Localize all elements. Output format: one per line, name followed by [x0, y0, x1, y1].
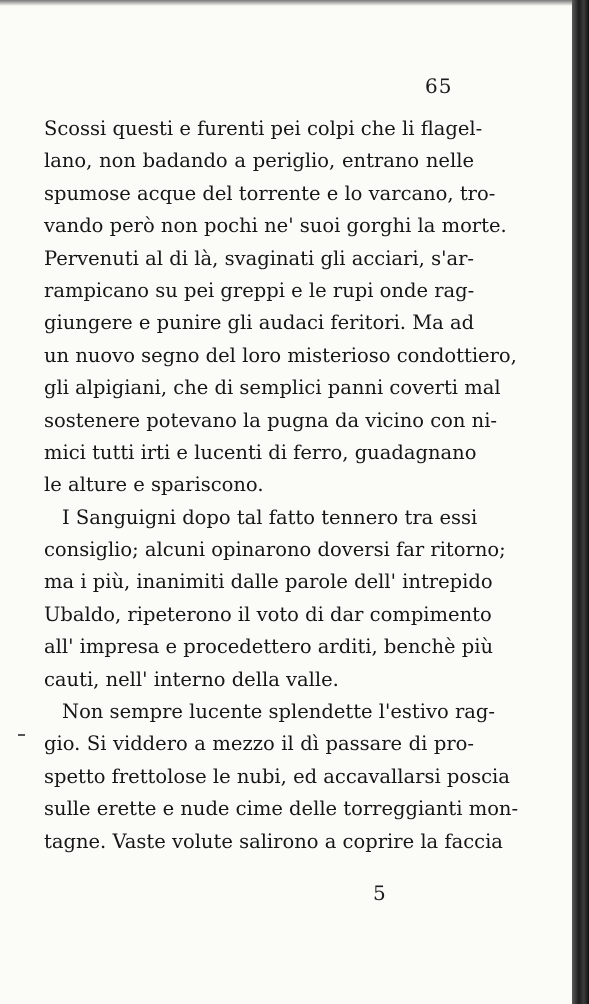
page-number: 65 — [425, 74, 453, 98]
text-line: sulle erette e nude cime delle torreggianti mon- — [44, 797, 519, 821]
text-line: mici tutti irti e lucenti di ferro, guadagnano — [44, 440, 477, 464]
text-line: lano, non badando a periglio, entrano nelle — [44, 149, 474, 173]
text-line: le alture e spariscono. — [44, 473, 264, 497]
text-line: vando però non pochi ne' suoi gorghi la morte. — [44, 214, 507, 238]
text-line: Pervenuti al di là, svaginati gli acciari, s'ar- — [44, 246, 474, 270]
text-line: sostenere potevano la pugna da vicino con ni- — [44, 408, 498, 432]
body-text — [44, 113, 519, 858]
text-line: rampicano su pei greppi e le rupi onde rag- — [44, 278, 475, 302]
text-line: Ubaldo, ripeterono il voto di dar compimento — [44, 602, 492, 626]
paragraph-start-line: I Sanguigni dopo tal fatto tennero tra essi — [62, 505, 478, 529]
text-line: consiglio; alcuni opinarono doversi far ritorno; — [44, 538, 506, 562]
signature-mark: 5 — [373, 881, 386, 905]
paragraph-start-line: Non sempre lucente splendette l'estivo rag- — [62, 700, 495, 724]
text-line: spetto frettolose le nubi, ed accavallarsi poscia — [44, 764, 510, 788]
text-line: giungere e punire gli audaci feritori. Ma ad — [44, 311, 475, 335]
text-line: gio. Si viddero a mezzo il dì passare di pro- — [44, 732, 474, 756]
text-line: cauti, nell' interno della valle. — [44, 667, 339, 691]
text-line: tagne. Vaste volute salirono a coprire la faccia — [44, 829, 503, 853]
text-line: ma i più, inanimiti dalle parole dell' intrepido — [44, 570, 493, 594]
text-line: Scossi questi e furenti pei colpi che li flagel- — [44, 117, 483, 140]
text-line: un nuovo segno del loro misterioso condottiero, — [44, 343, 517, 367]
margin-mark — [18, 734, 25, 736]
text-line: all' impresa e procedettero arditi, benchè più — [44, 635, 494, 659]
text-line: gli alpigiani, che di semplici panni coverti mal — [44, 376, 501, 400]
book-spine-edge — [572, 0, 589, 1004]
page-top-shadow — [0, 0, 572, 6]
text-line: spumose acque del torrente e lo varcano, tro- — [44, 181, 496, 205]
